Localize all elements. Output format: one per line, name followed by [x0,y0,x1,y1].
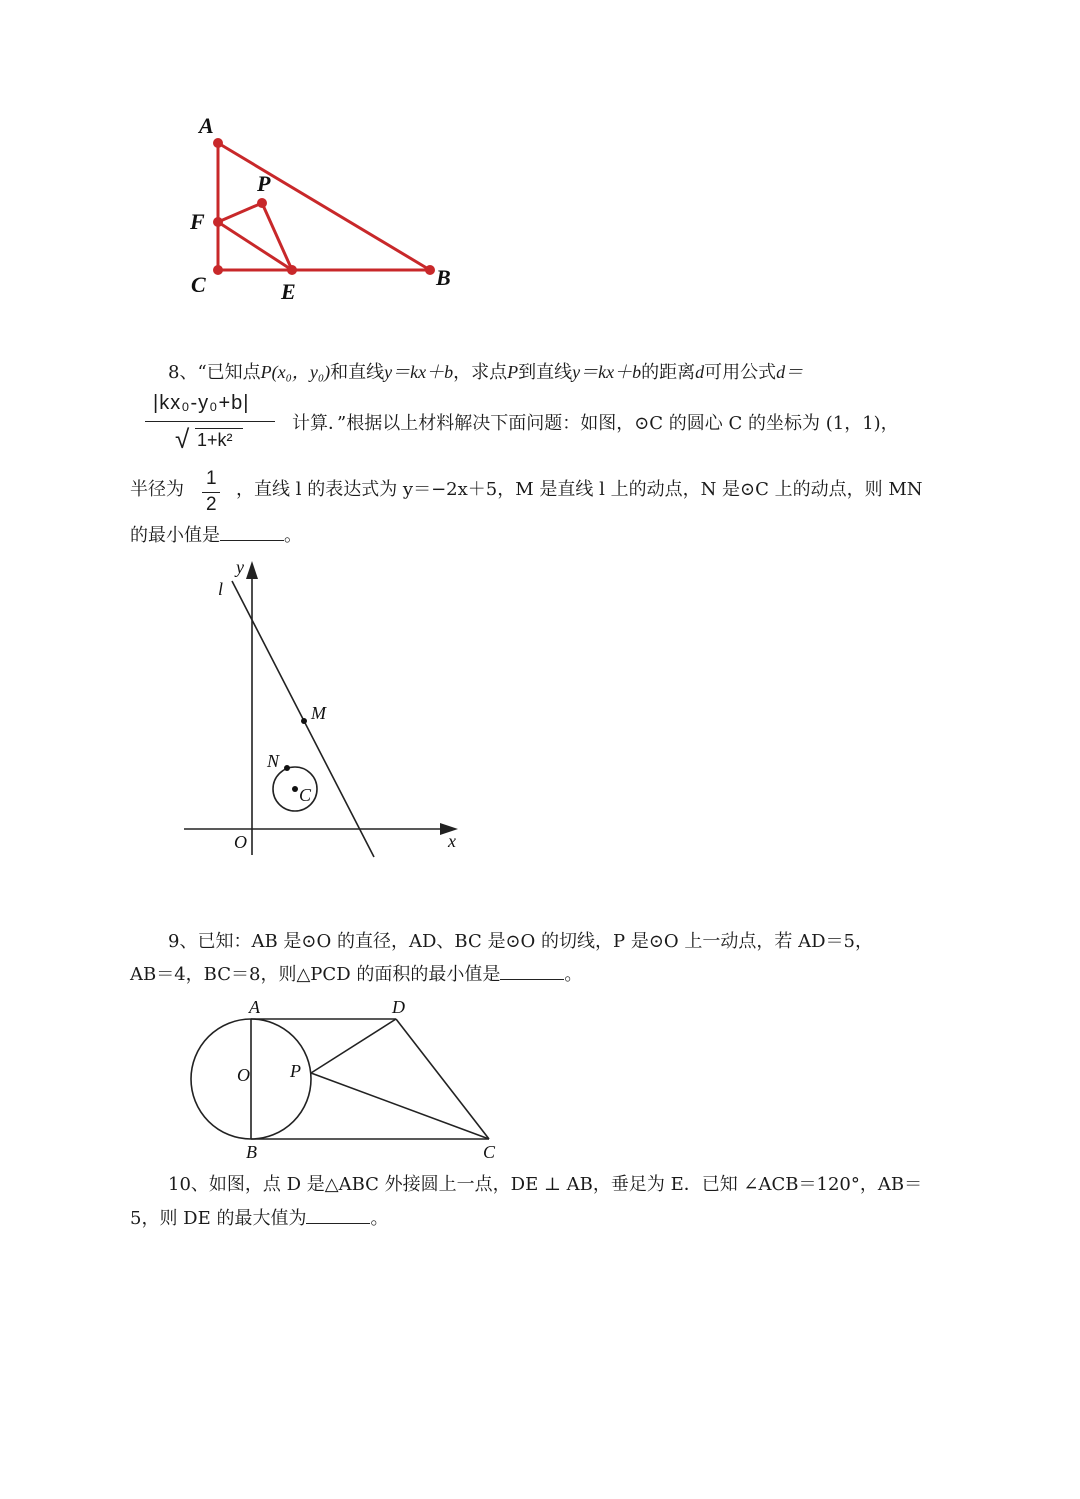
label-c: C [483,1142,496,1162]
distance-formula: |kx₀-y₀+b| √ 1+k² [145,392,275,458]
figure-triangle-afe [180,105,480,315]
figure-coordinate-plane [180,555,480,870]
formula-denominator: 1+k² [197,430,233,450]
q8-line-3b: ，直线 l 的表达式为 y＝−2x＋5，M 是直线 l 上的动点，N 是⊙C 上的动点，则 MN [236,479,923,500]
q10-line-1: 10、如图，点 D 是△ABC 外接圆上一点，DE ⊥ AB，垂足为 E．已知 ∠ACB＝120°，AB＝ [168,1174,923,1195]
figure-circle-tangents [180,995,510,1165]
label-o: O [234,832,247,852]
point-a [213,138,223,148]
label-e: E [281,279,296,304]
q8-line-2: 计算．”根据以上材料解决下面问题：如图，⊙C 的圆心 C 的坐标为 (1，1)， [292,413,899,434]
label-a: A [199,113,214,138]
q9-line-1: 9、已知：AB 是⊙O 的直径，AD、BC 是⊙O 的切线，P 是⊙O 上一动点，若 AD＝5， [168,931,874,952]
point-p [257,198,267,208]
point-f [213,217,223,227]
formula-numerator: |kx₀-y₀+b| [153,392,250,414]
point-m [301,718,307,724]
q8-line-3: 半径为 [130,479,184,500]
label-n: N [267,751,280,771]
label-p: P [290,1061,301,1081]
label-y: y [236,557,244,577]
label-c: C [299,785,312,805]
label-f: F [190,209,205,234]
half-fraction: 1 2 [200,468,224,518]
label-o: O [237,1065,250,1085]
point-c-center [292,786,298,792]
q9-line-2: AB＝4，BC＝8，则△PCD 的面积的最小值是 。 [130,964,583,985]
answer-blank-8[interactable] [220,524,284,541]
point-c [213,265,223,275]
q10-line-2: 5，则 DE 的最大值为 。 [130,1208,389,1229]
label-l: l [218,579,224,599]
answer-blank-10[interactable] [306,1207,370,1224]
answer-blank-9[interactable] [500,963,564,980]
label-x: x [448,831,456,851]
label-d: D [392,997,405,1017]
label-c: C [191,272,206,297]
point-b [425,265,435,275]
label-b: B [436,265,451,290]
y-arrow-icon [246,561,258,579]
point-n [284,765,290,771]
label-p: P [257,171,271,196]
point-e [287,265,297,275]
segment-pd [311,1019,396,1073]
q8-line-1: 8、“已知点P(x₀，y₀)和直线y＝kx＋b，求点P到直线y＝kx＋b的距离d可用公式d＝ [168,362,804,383]
label-m: M [311,703,326,723]
q8-line-4: 的最小值是 。 [130,525,302,546]
label-a: A [249,997,260,1017]
label-b: B [246,1142,257,1162]
segment-pc [311,1073,489,1139]
